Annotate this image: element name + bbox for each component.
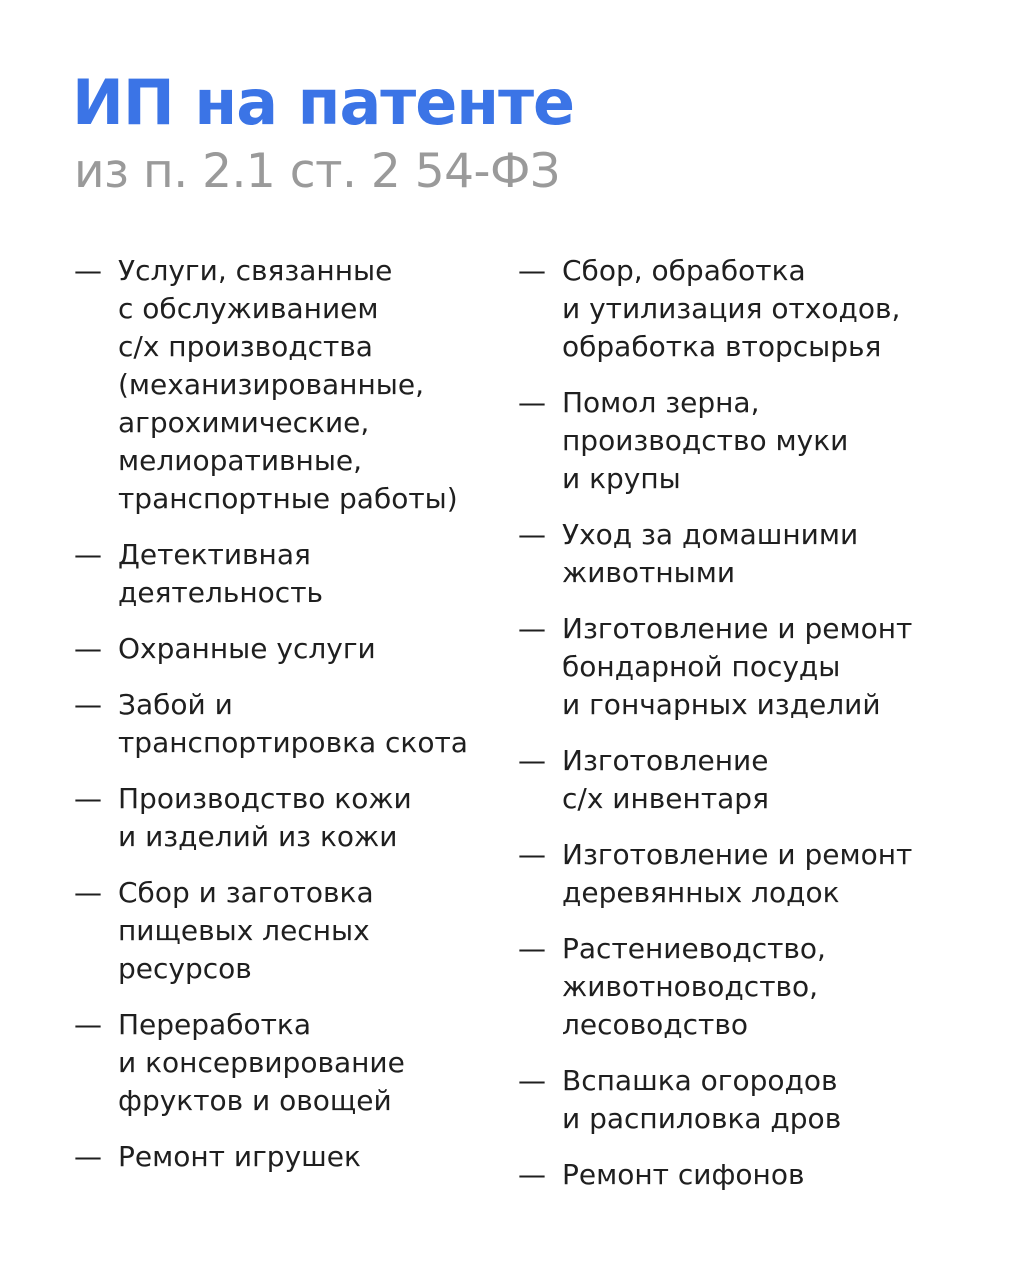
list-item xyxy=(74,686,504,762)
dash-bullet: — xyxy=(518,932,546,965)
dash-bullet: — xyxy=(518,612,546,645)
list-item-text: Ремонт сифонов xyxy=(562,1158,805,1191)
dash-bullet: — xyxy=(74,1008,102,1041)
list-item xyxy=(518,1062,958,1138)
page-title: ИП на патенте xyxy=(72,66,575,139)
dash-bullet: — xyxy=(74,1140,102,1173)
list-item xyxy=(74,1138,504,1176)
dash-bullet: — xyxy=(74,688,102,721)
list-item xyxy=(518,384,958,498)
list-item-text: Сбор, обработка и утилизация отходов, обработка вторсырья xyxy=(562,254,901,363)
list-item-text: Ремонт игрушек xyxy=(118,1140,361,1173)
dash-bullet: — xyxy=(74,632,102,665)
list-item-text: Изготовление с/х инвентаря xyxy=(562,744,769,815)
dash-bullet: — xyxy=(518,518,546,551)
list-item xyxy=(518,516,958,592)
activity-list-left xyxy=(74,252,504,1194)
activity-list-right xyxy=(518,252,958,1212)
dash-bullet: — xyxy=(518,254,546,287)
page-subtitle: из п. 2.1 ст. 2 54-ФЗ xyxy=(74,144,560,199)
dash-bullet: — xyxy=(74,876,102,909)
list-item xyxy=(74,1006,504,1120)
dash-bullet: — xyxy=(74,538,102,571)
list-item xyxy=(74,252,504,518)
dash-bullet: — xyxy=(518,386,546,419)
list-item-text: Изготовление и ремонт деревянных лодок xyxy=(562,838,913,909)
list-item-text: Детективная деятельность xyxy=(118,538,324,609)
dash-bullet: — xyxy=(518,744,546,777)
list-item-text: Охранные услуги xyxy=(118,632,376,665)
list-item xyxy=(518,1156,958,1194)
dash-bullet: — xyxy=(518,1158,546,1191)
list-item-text: Услуги, связанные с обслуживанием с/х производства (механизированные, агрохимические, мелиоративные, транспортные работы) xyxy=(118,254,458,515)
list-item-text: Уход за домашними животными xyxy=(562,518,859,589)
list-item-text: Растениеводство, животноводство, лесоводство xyxy=(562,932,826,1041)
list-item xyxy=(518,930,958,1044)
list-item xyxy=(518,252,958,366)
dash-bullet: — xyxy=(74,254,102,287)
list-item-text: Изготовление и ремонт бондарной посуды и гончарных изделий xyxy=(562,612,913,721)
list-item-text: Сбор и заготовка пищевых лесных ресурсов xyxy=(118,876,374,985)
list-item xyxy=(74,536,504,612)
list-item-text: Помол зерна, производство муки и крупы xyxy=(562,386,849,495)
dash-bullet: — xyxy=(518,838,546,871)
list-item xyxy=(74,780,504,856)
list-item-text: Вспашка огородов и распиловка дров xyxy=(562,1064,842,1135)
list-item xyxy=(74,874,504,988)
list-item-text: Забой и транспортировка скота xyxy=(118,688,468,759)
list-item-text: Производство кожи и изделий из кожи xyxy=(118,782,412,853)
list-item xyxy=(518,836,958,912)
list-item xyxy=(74,630,504,668)
list-item-text: Переработка и консервирование фруктов и овощей xyxy=(118,1008,405,1117)
list-item xyxy=(518,742,958,818)
list-item xyxy=(518,610,958,724)
dash-bullet: — xyxy=(74,782,102,815)
dash-bullet: — xyxy=(518,1064,546,1097)
